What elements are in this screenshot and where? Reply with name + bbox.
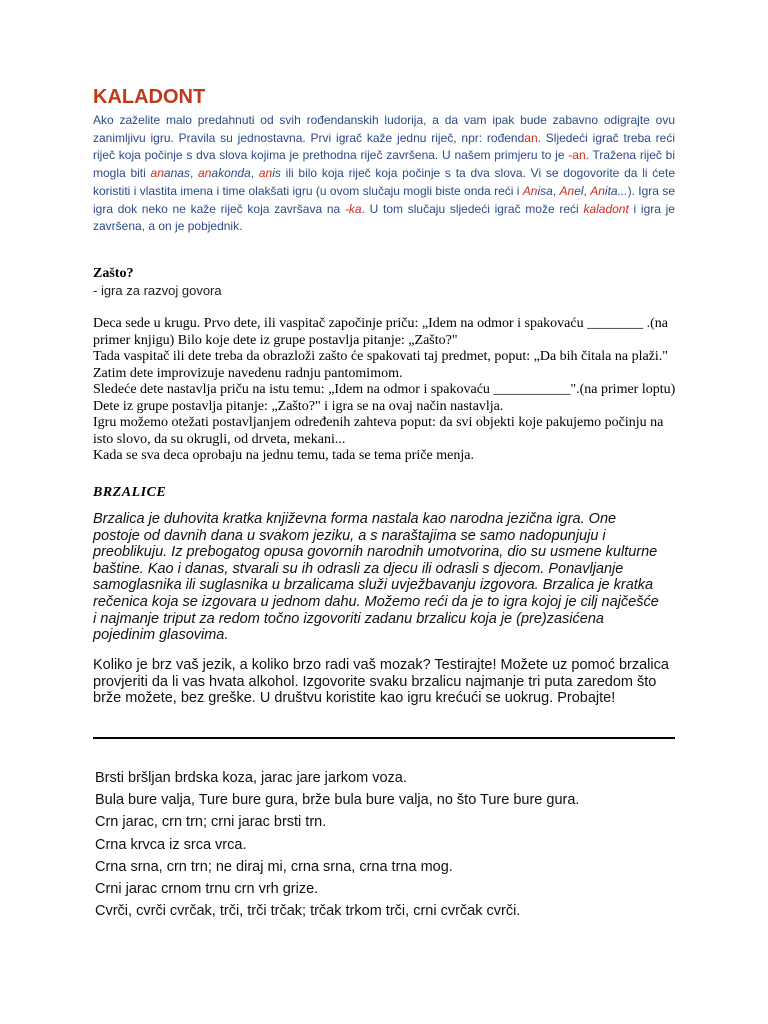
highlight-prefix: An [559, 183, 575, 198]
highlight-prefix: an [258, 166, 273, 181]
list-item: Crna krvca iz srca vrca. [95, 836, 247, 853]
paragraph: Sledeće dete nastavlja priču na istu temu: „Idem na odmor i spakovaću ___________".(na primer loptu) Dete iz grupe postavlja pitanje: „Zašto?" i igra se na ovaj način nastavlja. [93, 382, 676, 414]
list-item: Crn jarac, crn trn; crni jarac brsti trn. [95, 814, 327, 831]
example-name: ita... [604, 183, 628, 198]
intro-text: . U tom slučaju sljedeći igrač može reći [361, 201, 584, 216]
game-description [93, 316, 683, 465]
highlight-ending: -an [568, 148, 586, 163]
intro-text: i igra je završena, a on je pobjednik. [93, 201, 675, 234]
paragraph: Tada vaspitač ili dete treba da obrazloži zašto će spakovati taj predmet, poput: „Da bih čitala na plaži." Zatim dete improvizuje navedenu radnju pantomimom. [93, 349, 668, 381]
kaladont-rules [93, 112, 675, 236]
highlight-ending: -ka [344, 201, 362, 216]
brzalice-challenge: Koliko je brz vaš jezik, a koliko brzo radi vaš mozak? Testirajte! Možete uz pomoć brzalica provjeriti da li vas hvata alkohol. Izgovorite svaku brzalicu najmanje tri puta zaredom što brže možete, bez greške. U društvu koristite kao igru krećući se uokrug. Probajte! [93, 657, 669, 707]
section-heading-brzalice: BRZALICE [93, 485, 167, 500]
intro-text: Ako zaželite malo predahnuti od svih rođendanskih ludorija, a da vam ipak bude zabavno odigrajte ovu zanimljivu igru. Pravila su jednostavna. Prvi igrač kaže jednu riječ, npr: rođend [93, 113, 675, 145]
intro-text: ). Igra se igra dok neko ne kaže riječ koja završava na [93, 183, 675, 216]
brzalice-description: Brzalica je duhovita kratka književna forma nastala kao narodna jezična igra. One postoje od davnih dana u svakom jeziku, a s naraštajima se samo nadopunjuju i preoblikuju. Iz prebogatog opusa govornih narodnih umotvorina, dio su usmene kulturne baštine. Kao i danas, stvarali su ih odrasli za djecu ili odrasli s djecom. Ponavljanje samoglasnika ili suglasnika u brzalicama služi uvježbavanju izgovora. Brzalica je kratka rečenica koja se izgovara u jednom dahu. Možemo reći da je to igra kojoj je cilj najčešće i najmanje triput za redom točno izgovoriti zadanu brzalicu koja je (pre)zasićena pojedinim glasovima. [93, 511, 659, 644]
list-item: Cvrči, cvrči cvrčak, trči, trči trčak; trčak trkom trči, crni cvrčak cvrči. [95, 903, 521, 920]
separator: , [250, 166, 259, 181]
highlight-prefix: an [150, 166, 164, 181]
example-word: anas [163, 166, 190, 181]
section-subtitle: - igra za razvoj govora [93, 283, 222, 298]
section-heading-why: Zašto? [93, 266, 134, 281]
intro-text: ili bilo koja riječ koja počinje s ta dva slova. Vi se dogovorite da li ćete koristiti i vlastita imena i time olakšati igru (u ovom slučaju mogli biste onda reći i [93, 166, 675, 198]
intro-text: . Tražena riječ bi mogla biti [93, 148, 675, 181]
paragraph: Deca sede u krugu. Prvo dete, ili vaspitač započinje priču: „Idem na odmor i spakovaću ________ .(na primer knjigu) Bilo koje dete iz grupe postavlja pitanje: „Zašto?" [93, 316, 668, 348]
example-word: is [272, 166, 281, 181]
list-item: Crna srna, crn trn; ne diraj mi, crna srna, crna trna mog. [95, 858, 453, 875]
example-name: el [574, 183, 584, 198]
horizontal-divider [93, 737, 675, 739]
separator: , [189, 166, 199, 181]
highlight-prefix: An [590, 183, 605, 198]
intro-text: . Sljedeći igrač treba reći riječ koja počinje s dva slova kojima je prethodna riječ završena. U našem primjeru to je [93, 130, 675, 163]
highlight-prefix: An [522, 183, 538, 198]
list-item: Bula bure valja, Ture bure gura, brže bula bure valja, no što Ture bure gura. [95, 792, 580, 809]
example-word: akonda [211, 166, 251, 181]
list-item: Crni jarac crnom trnu crn vrh grize. [95, 880, 319, 897]
separator: , [583, 183, 591, 198]
page-title: KALADONT [93, 86, 206, 108]
paragraph: Kada se sva deca oprobaju na jednu temu, tada se tema priče menja. [93, 448, 474, 463]
highlight-ending: an [524, 130, 538, 145]
list-item: Brsti bršljan brdska koza, jarac jare jarkom voza. [95, 770, 407, 786]
paragraph: Igru možemo otežati postavljanjem određenih zahteva poput: da svi objekti koje pakujemo počinju na isto slovo, da su okrugli, od drveta, mekani... [93, 415, 664, 447]
highlight-prefix: an [198, 166, 212, 181]
tongue-twister-list [95, 768, 695, 923]
highlight-word: kaladont [583, 201, 629, 216]
separator: , [552, 183, 560, 198]
example-name: isa [537, 183, 553, 198]
